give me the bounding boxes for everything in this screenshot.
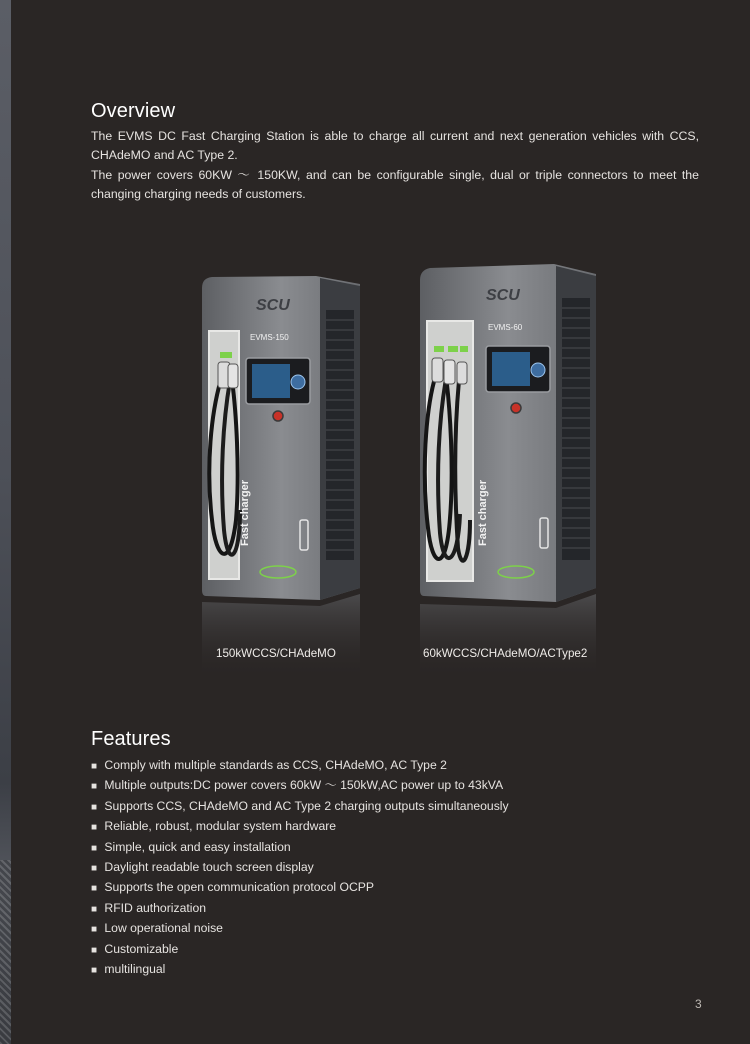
features-list <box>91 756 509 980</box>
feature-text: Reliable, robust, modular system hardware <box>104 819 337 834</box>
overview-paragraph: The EVMS DC Fast Charging Station is able to charge all current and next generation vehicles with CCS, CHAdeMO and AC Type 2. <box>91 129 699 163</box>
feature-text: Multiple outputs:DC power covers 60kW ～ 150kW,AC power up to 43kVA <box>104 778 504 793</box>
list-item <box>91 838 509 858</box>
product-caption: 150kWCCS/CHAdeMO <box>216 647 336 660</box>
feature-text: Comply with multiple standards as CCS, CHAdeMO, AC Type 2 <box>104 758 447 772</box>
feature-text: Supports CCS, CHAdeMO and AC Type 2 charging outputs simultaneously <box>104 798 509 813</box>
list-item <box>91 940 509 960</box>
bullet-icon: ■ <box>91 944 98 956</box>
bullet-icon: ■ <box>91 761 98 772</box>
bullet-icon: ■ <box>91 965 98 977</box>
features-heading: Features <box>91 728 171 750</box>
feature-text: Simple, quick and easy installation <box>104 839 291 854</box>
side-label: Fast charger <box>239 479 251 546</box>
list-item <box>91 756 509 776</box>
brand-logo: SCU <box>256 297 290 314</box>
side-label: Fast charger <box>477 479 489 546</box>
model-label: EVMS-60 <box>488 323 523 332</box>
list-item <box>91 776 509 796</box>
list-item <box>91 919 509 939</box>
brand-logo: SCU <box>486 287 520 304</box>
bullet-icon: ■ <box>91 801 98 813</box>
list-item <box>91 817 509 837</box>
bullet-icon: ■ <box>91 903 98 915</box>
charger-image-evms-60 <box>414 258 600 680</box>
list-item <box>91 878 509 898</box>
feature-text: RFID authorization <box>104 900 206 915</box>
bullet-icon: ■ <box>91 822 98 834</box>
bullet-icon: ■ <box>91 924 98 936</box>
feature-text: Low operational noise <box>104 921 223 936</box>
feature-text: multilingual <box>104 962 166 977</box>
page-number: 3 <box>695 997 702 1011</box>
list-item <box>91 899 509 919</box>
list-item <box>91 858 509 878</box>
list-item <box>91 960 509 980</box>
bullet-icon: ■ <box>91 863 98 875</box>
overview-heading: Overview <box>91 100 176 122</box>
list-item <box>91 797 509 817</box>
bullet-icon: ■ <box>91 781 98 793</box>
model-label: EVMS-150 <box>250 333 289 342</box>
bullet-icon: ■ <box>91 842 98 854</box>
bullet-icon: ■ <box>91 883 98 895</box>
feature-text: Daylight readable touch screen display <box>104 860 314 875</box>
overview-paragraph: The power covers 60KW ～ 150KW, and can be configurable single, dual or triple connectors to meet the changing charging needs of customers. <box>91 167 699 201</box>
feature-text: Customizable <box>104 941 179 956</box>
product-caption: 60kWCCS/CHAdeMO/ACType2 <box>423 647 588 660</box>
charger-image-evms-150 <box>196 270 366 680</box>
feature-text: Supports the open communication protocol OCPP <box>104 880 375 895</box>
overview-body <box>91 127 699 204</box>
